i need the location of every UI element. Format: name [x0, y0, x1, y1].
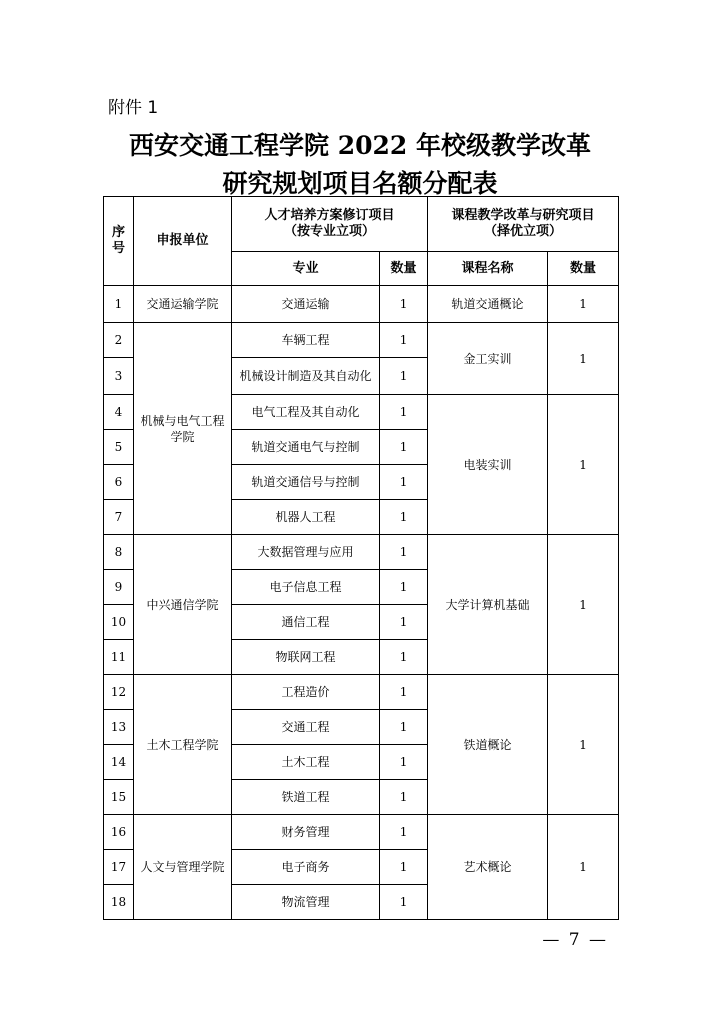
unit-cell: 中兴通信学院 [134, 535, 232, 675]
major-cell: 物流管理 [232, 885, 380, 920]
seq-cell: 16 [104, 815, 134, 850]
course-name-cell: 艺术概论 [428, 815, 548, 920]
qty-cell: 1 [380, 286, 428, 323]
seq-cell: 2 [104, 323, 134, 358]
page-title-line2: 研究规划项目名额分配表 [222, 169, 498, 198]
seq-cell: 3 [104, 358, 134, 395]
course-qty-cell: 1 [548, 286, 619, 323]
qty-cell: 1 [380, 395, 428, 430]
major-cell: 轨道交通信号与控制 [232, 465, 380, 500]
header-qty1: 数量 [380, 252, 428, 286]
major-cell: 大数据管理与应用 [232, 535, 380, 570]
major-cell: 轨道交通电气与控制 [232, 430, 380, 465]
seq-cell: 17 [104, 850, 134, 885]
unit-cell: 土木工程学院 [134, 675, 232, 815]
major-cell: 物联网工程 [232, 640, 380, 675]
page-number: — 7 — [542, 930, 608, 950]
qty-cell: 1 [380, 640, 428, 675]
qty-cell: 1 [380, 535, 428, 570]
attachment-label: 附件 1 [108, 98, 159, 118]
qty-cell: 1 [380, 358, 428, 395]
header-course-name: 课程名称 [428, 252, 548, 286]
table-row [104, 286, 619, 323]
table-row [104, 675, 619, 710]
header-qty2: 数量 [548, 252, 619, 286]
table-row [104, 323, 619, 358]
unit-cell: 交通运输学院 [134, 286, 232, 323]
quota-table [103, 196, 619, 920]
table-row [104, 815, 619, 850]
seq-cell: 12 [104, 675, 134, 710]
header-talent-group-line2: （按专业立项） [284, 224, 376, 239]
header-talent-group-line1: 人才培养方案修订项目 [264, 208, 395, 223]
major-cell: 交通工程 [232, 710, 380, 745]
seq-cell: 7 [104, 500, 134, 535]
qty-cell: 1 [380, 605, 428, 640]
major-cell: 车辆工程 [232, 323, 380, 358]
page-title-line1: 西安交通工程学院 2022 年校级教学改革 [129, 131, 591, 160]
table-row [104, 535, 619, 570]
major-cell: 财务管理 [232, 815, 380, 850]
seq-cell: 18 [104, 885, 134, 920]
course-name-cell: 轨道交通概论 [428, 286, 548, 323]
major-cell: 电子信息工程 [232, 570, 380, 605]
seq-cell: 6 [104, 465, 134, 500]
course-qty-cell: 1 [548, 535, 619, 675]
course-name-cell: 铁道概论 [428, 675, 548, 815]
qty-cell: 1 [380, 710, 428, 745]
major-cell: 机械设计制造及其自动化 [232, 358, 380, 395]
unit-cell: 人文与管理学院 [134, 815, 232, 920]
header-unit: 申报单位 [134, 197, 232, 286]
header-course-group-line1: 课程教学改革与研究项目 [451, 208, 595, 223]
course-name-cell: 金工实训 [428, 323, 548, 395]
seq-cell: 4 [104, 395, 134, 430]
course-name-cell: 大学计算机基础 [428, 535, 548, 675]
seq-cell: 1 [104, 286, 134, 323]
seq-cell: 8 [104, 535, 134, 570]
qty-cell: 1 [380, 500, 428, 535]
qty-cell: 1 [380, 430, 428, 465]
seq-cell: 14 [104, 745, 134, 780]
course-qty-cell: 1 [548, 815, 619, 920]
unit-cell: 机械与电气工程学院 [134, 323, 232, 535]
header-major: 专业 [232, 252, 380, 286]
course-qty-cell: 1 [548, 395, 619, 535]
seq-cell: 13 [104, 710, 134, 745]
header-course-group-line2: （择优立项） [484, 224, 563, 239]
qty-cell: 1 [380, 885, 428, 920]
major-cell: 电子商务 [232, 850, 380, 885]
header-course-group [428, 197, 619, 252]
major-cell: 交通运输 [232, 286, 380, 323]
major-cell: 铁道工程 [232, 780, 380, 815]
major-cell: 通信工程 [232, 605, 380, 640]
qty-cell: 1 [380, 850, 428, 885]
major-cell: 电气工程及其自动化 [232, 395, 380, 430]
seq-cell: 11 [104, 640, 134, 675]
header-talent-group [232, 197, 428, 252]
seq-cell: 5 [104, 430, 134, 465]
course-name-cell: 电装实训 [428, 395, 548, 535]
qty-cell: 1 [380, 323, 428, 358]
qty-cell: 1 [380, 570, 428, 605]
seq-cell: 15 [104, 780, 134, 815]
qty-cell: 1 [380, 780, 428, 815]
major-cell: 土木工程 [232, 745, 380, 780]
course-qty-cell: 1 [548, 323, 619, 395]
course-qty-cell: 1 [548, 675, 619, 815]
major-cell: 机器人工程 [232, 500, 380, 535]
seq-cell: 10 [104, 605, 134, 640]
qty-cell: 1 [380, 465, 428, 500]
qty-cell: 1 [380, 745, 428, 780]
qty-cell: 1 [380, 675, 428, 710]
qty-cell: 1 [380, 815, 428, 850]
header-seq: 序号 [104, 197, 134, 286]
seq-cell: 9 [104, 570, 134, 605]
major-cell: 工程造价 [232, 675, 380, 710]
